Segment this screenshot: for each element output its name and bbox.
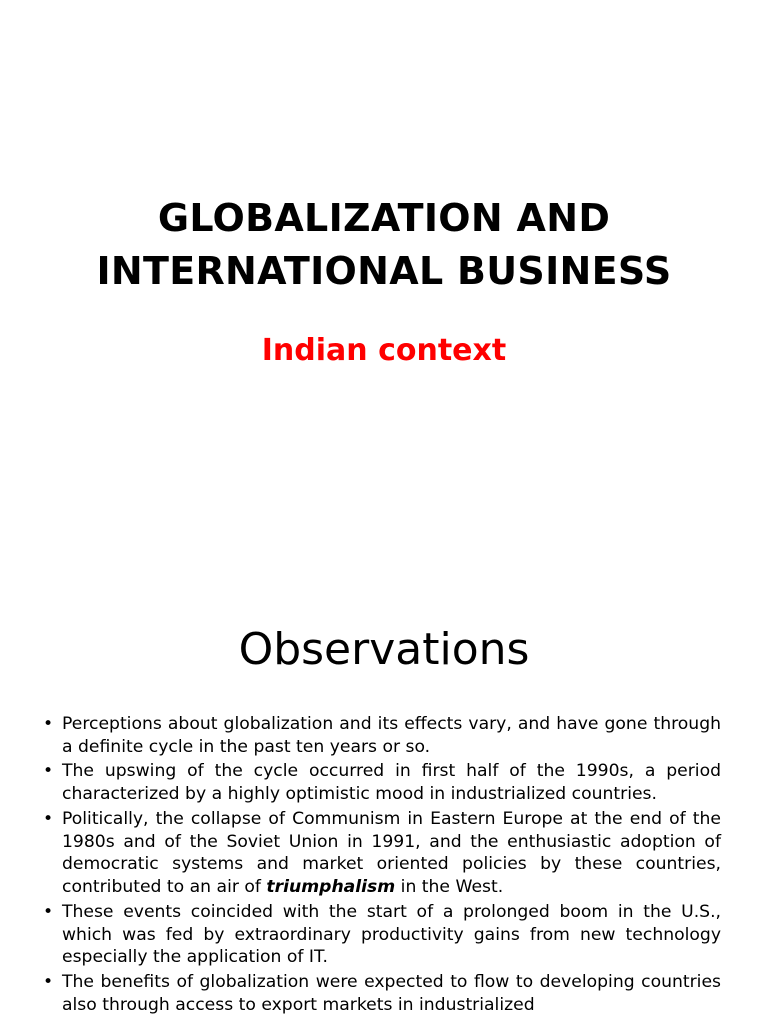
bullet-text-before: Politically, the collapse of Communism in Eastern Europe at the end of the 1980s and of the Soviet Union in 1991, and the enthusiastic adoption of democratic systems and market oriented policies by these countries, contributed to an air of	[62, 808, 721, 898]
bullet-text: These events coincided with the start of a prolonged boom in the U.S., which was fed by extraordinary productivity gains from new technology especially the application of IT.	[62, 901, 721, 968]
list-item	[40, 971, 721, 1017]
observations-heading: Observations	[238, 624, 530, 675]
bullet-text: The benefits of globalization were expected to flow to developing countries also through access to export markets in industrialized	[62, 971, 721, 1015]
bullet-icon: •	[43, 714, 54, 734]
bullet-icon: •	[43, 761, 54, 782]
bullet-emphasis: triumphalism	[266, 877, 396, 898]
observations-list	[40, 713, 721, 1018]
slide-title-line-2: INTERNATIONAL BUSINESS	[96, 249, 672, 293]
list-item	[40, 901, 721, 969]
list-item	[40, 760, 721, 806]
slide-subtitle: Indian context	[261, 333, 507, 368]
bullet-icon: •	[43, 901, 54, 922]
list-item	[40, 808, 721, 899]
observations-slide	[0, 576, 768, 1024]
slide-title	[0, 192, 768, 298]
bullet-text: Perceptions about globalization and its effects vary, and have gone through a definite cycle in the past ten years or so.	[62, 714, 721, 757]
bullet-icon: •	[43, 971, 54, 992]
slide-title-line-1: GLOBALIZATION AND	[157, 196, 611, 240]
list-item	[40, 713, 721, 759]
bullet-text: The upswing of the cycle occurred in first half of the 1990s, a period characterized by a highly optimistic mood in industrialized countries.	[62, 761, 721, 805]
bullet-text-after: in the West.	[395, 877, 504, 898]
bullet-icon: •	[43, 808, 54, 829]
